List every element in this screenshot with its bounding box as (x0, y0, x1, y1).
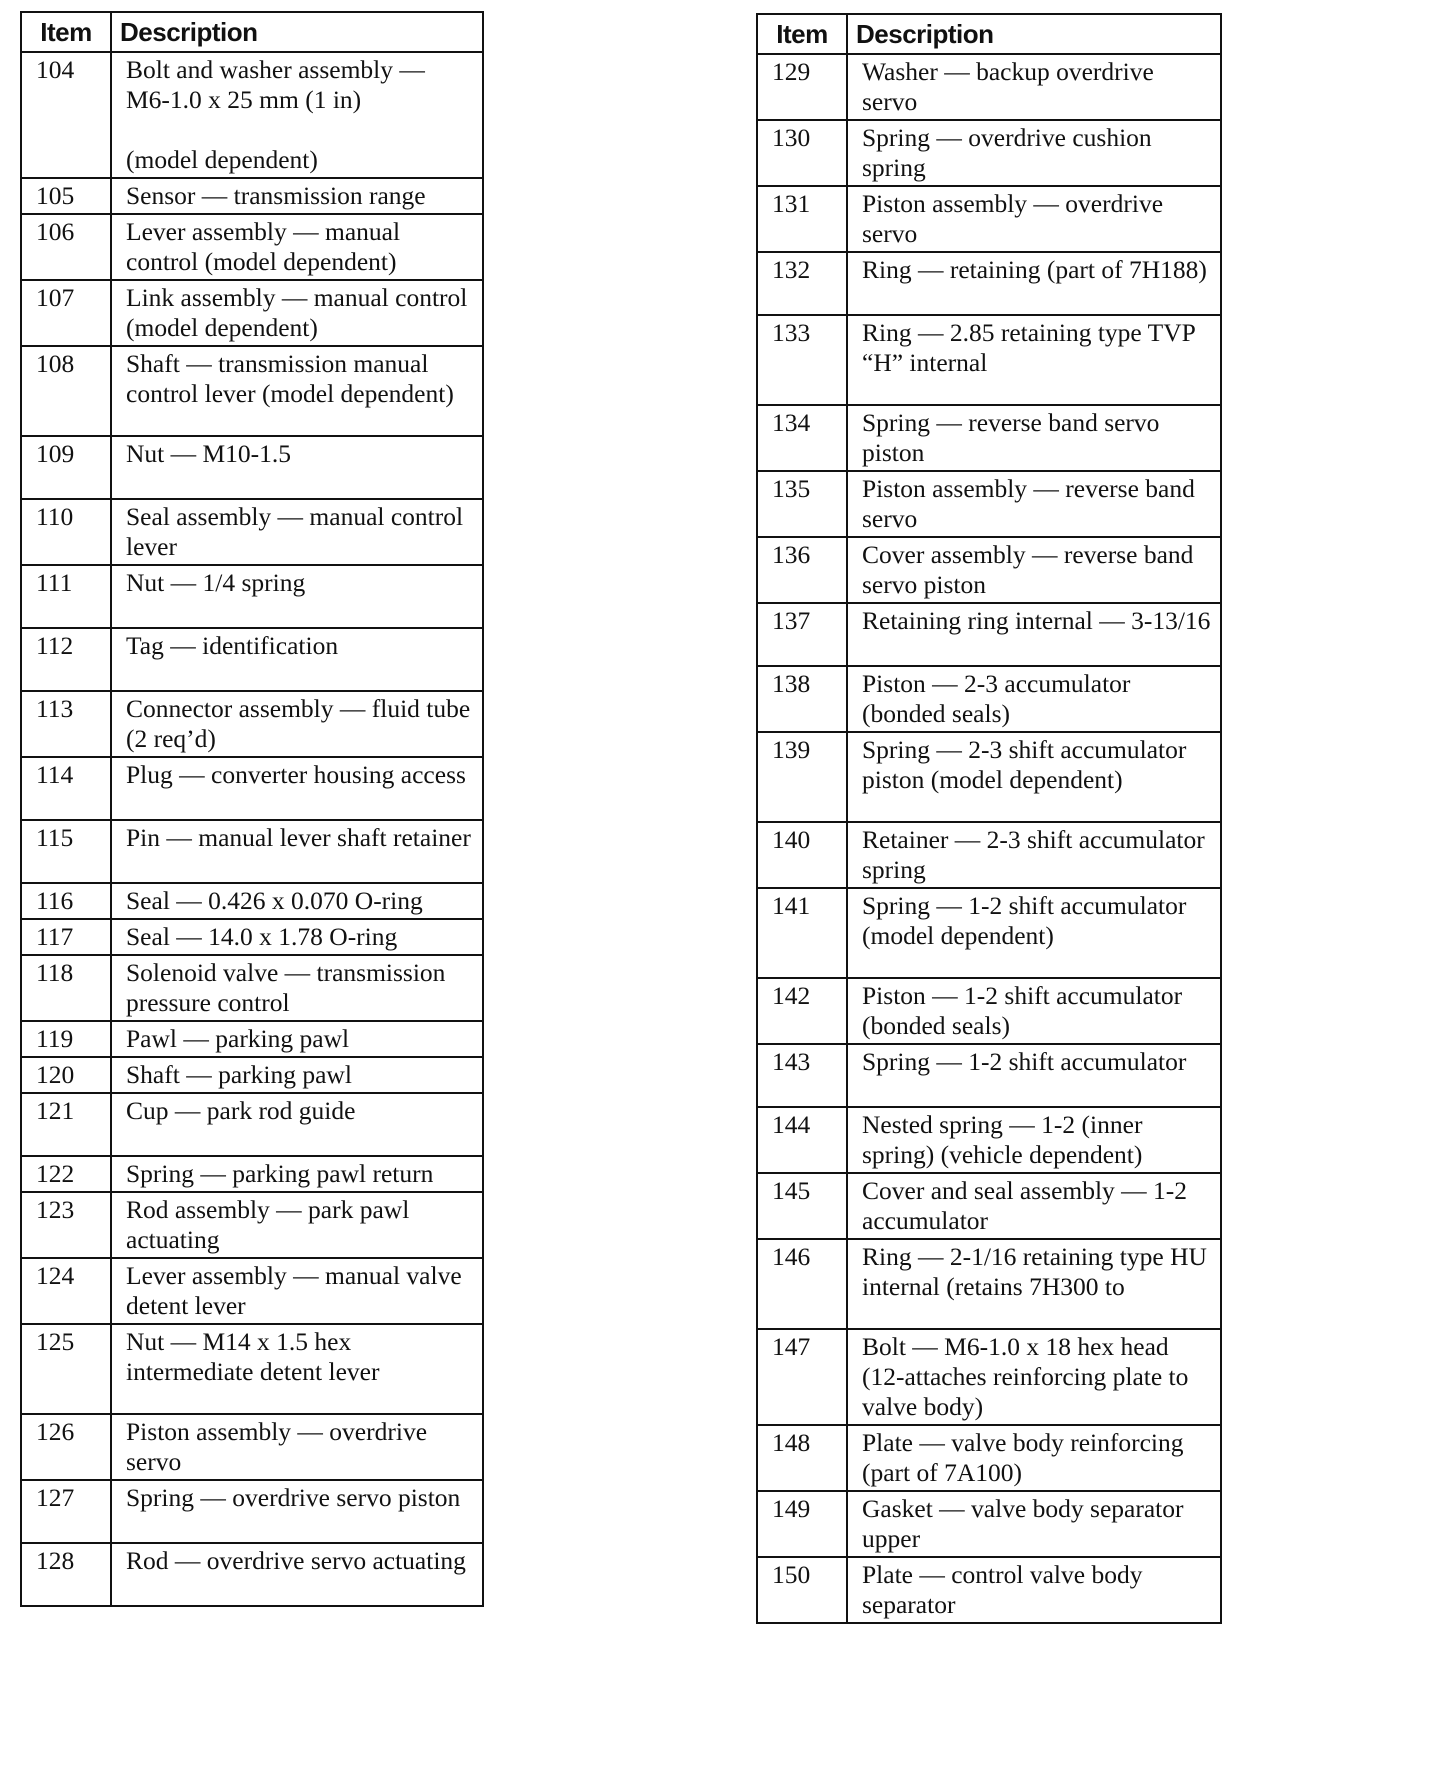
column-header-description: Description (111, 12, 483, 52)
item-description: Sensor — transmission range (111, 178, 483, 214)
table-row (757, 405, 1221, 471)
item-number: 105 (21, 178, 111, 214)
table-row (21, 565, 483, 628)
table-row (21, 346, 483, 436)
item-description: Spring — parking pawl return (111, 1156, 483, 1192)
item-number: 145 (757, 1173, 847, 1239)
item-description: Ring — retaining (part of 7H188) (847, 252, 1221, 315)
parts-table-left (20, 11, 484, 1607)
item-description: Plate — valve body reinforcing (part of 7A100) (847, 1425, 1221, 1491)
item-description: Piston — 2-3 accumulator (bonded seals) (847, 666, 1221, 732)
item-description: Spring — 2-3 shift accumulator piston (model dependent) (847, 732, 1221, 822)
item-number: 115 (21, 820, 111, 883)
item-description: Retainer — 2-3 shift accumulator spring (847, 822, 1221, 888)
item-description: Gasket — valve body separator upper (847, 1491, 1221, 1557)
item-description: Plate — control valve body separator (847, 1557, 1221, 1623)
table-row (21, 214, 483, 280)
table-row (757, 120, 1221, 186)
item-number: 113 (21, 691, 111, 757)
table-row (757, 1239, 1221, 1329)
item-number: 120 (21, 1057, 111, 1093)
item-number: 122 (21, 1156, 111, 1192)
table-row (757, 978, 1221, 1044)
item-description: Tag — identification (111, 628, 483, 691)
table-row (21, 178, 483, 214)
item-number: 112 (21, 628, 111, 691)
table-row (21, 499, 483, 565)
item-number: 144 (757, 1107, 847, 1173)
table-row (757, 732, 1221, 822)
item-number: 142 (757, 978, 847, 1044)
parts-table-right-body (757, 54, 1221, 1623)
item-description: Spring — 1-2 shift accumulator (model dependent) (847, 888, 1221, 978)
item-number: 133 (757, 315, 847, 405)
table-row (21, 1324, 483, 1414)
table-row (757, 252, 1221, 315)
item-description: Nut — M14 x 1.5 hex intermediate detent lever (111, 1324, 483, 1414)
item-description: Rod — overdrive servo actuating (111, 1543, 483, 1606)
table-row (757, 1173, 1221, 1239)
table-row (21, 1057, 483, 1093)
item-description: Seal assembly — manual control lever (111, 499, 483, 565)
item-number: 118 (21, 955, 111, 1021)
table-row (757, 471, 1221, 537)
table-row (21, 1093, 483, 1156)
table-row (21, 883, 483, 919)
item-number: 121 (21, 1093, 111, 1156)
column-header-item: Item (21, 12, 111, 52)
table-row (757, 1491, 1221, 1557)
table-row (757, 888, 1221, 978)
item-description: Pawl — parking pawl (111, 1021, 483, 1057)
item-description: Cover and seal assembly — 1-2 accumulator (847, 1173, 1221, 1239)
item-description: Piston assembly — overdrive servo (111, 1414, 483, 1480)
column-header-item: Item (757, 14, 847, 54)
item-number: 135 (757, 471, 847, 537)
table-row (21, 1156, 483, 1192)
item-description: Bolt — M6-1.0 x 18 hex head (12-attaches reinforcing plate to valve body) (847, 1329, 1221, 1425)
item-description: Cover assembly — reverse band servo piston (847, 537, 1221, 603)
table-row (21, 1192, 483, 1258)
item-description: Nut — 1/4 spring (111, 565, 483, 628)
item-description: Link assembly — manual control (model dependent) (111, 280, 483, 346)
table-header-row (757, 14, 1221, 54)
table-row (21, 280, 483, 346)
item-number: 141 (757, 888, 847, 978)
table-row (757, 186, 1221, 252)
item-number: 134 (757, 405, 847, 471)
table-row (757, 1425, 1221, 1491)
item-number: 150 (757, 1557, 847, 1623)
item-number: 147 (757, 1329, 847, 1425)
item-number: 108 (21, 346, 111, 436)
item-description: Piston assembly — overdrive servo (847, 186, 1221, 252)
item-number: 106 (21, 214, 111, 280)
item-number: 125 (21, 1324, 111, 1414)
item-number: 104 (21, 52, 111, 178)
item-description: Pin — manual lever shaft retainer (111, 820, 483, 883)
item-number: 137 (757, 603, 847, 666)
item-description: Spring — 1-2 shift accumulator (847, 1044, 1221, 1107)
item-number: 114 (21, 757, 111, 820)
parts-table-left-body (21, 52, 483, 1606)
item-number: 143 (757, 1044, 847, 1107)
item-number: 107 (21, 280, 111, 346)
table-row (21, 1480, 483, 1543)
item-description: Bolt and washer assembly — M6-1.0 x 25 mm (1 in) (model dependent) (111, 52, 483, 178)
item-description: Spring — reverse band servo piston (847, 405, 1221, 471)
item-number: 109 (21, 436, 111, 499)
item-description: Rod assembly — park pawl actuating (111, 1192, 483, 1258)
item-number: 126 (21, 1414, 111, 1480)
table-row (757, 1329, 1221, 1425)
item-number: 123 (21, 1192, 111, 1258)
table-header-row (21, 12, 483, 52)
item-number: 146 (757, 1239, 847, 1329)
item-description: Cup — park rod guide (111, 1093, 483, 1156)
item-description: Nested spring — 1-2 (inner spring) (vehicle dependent) (847, 1107, 1221, 1173)
table-row (21, 820, 483, 883)
item-description: Washer — backup overdrive servo (847, 54, 1221, 120)
item-number: 110 (21, 499, 111, 565)
item-description: Plug — converter housing access (111, 757, 483, 820)
item-number: 138 (757, 666, 847, 732)
item-description: Nut — M10-1.5 (111, 436, 483, 499)
item-description: Seal — 0.426 x 0.070 O-ring (111, 883, 483, 919)
item-description: Connector assembly — fluid tube (2 req’d) (111, 691, 483, 757)
item-number: 119 (21, 1021, 111, 1057)
item-number: 130 (757, 120, 847, 186)
table-row (21, 955, 483, 1021)
item-number: 124 (21, 1258, 111, 1324)
item-number: 131 (757, 186, 847, 252)
table-row (21, 52, 483, 178)
item-number: 136 (757, 537, 847, 603)
item-description: Ring — 2-1/16 retaining type HU internal (retains 7H300 to (847, 1239, 1221, 1329)
table-row (21, 1543, 483, 1606)
item-number: 132 (757, 252, 847, 315)
item-description: Spring — overdrive servo piston (111, 1480, 483, 1543)
item-description: Shaft — transmission manual control lever (model dependent) (111, 346, 483, 436)
item-description: Shaft — parking pawl (111, 1057, 483, 1093)
table-row (757, 1044, 1221, 1107)
item-number: 148 (757, 1425, 847, 1491)
item-number: 117 (21, 919, 111, 955)
item-number: 116 (21, 883, 111, 919)
table-row (757, 1557, 1221, 1623)
item-number: 128 (21, 1543, 111, 1606)
item-description: Lever assembly — manual valve detent lever (111, 1258, 483, 1324)
item-number: 129 (757, 54, 847, 120)
column-header-description: Description (847, 14, 1221, 54)
item-description: Piston — 1-2 shift accumulator (bonded seals) (847, 978, 1221, 1044)
table-row (21, 1414, 483, 1480)
table-row (757, 315, 1221, 405)
item-description: Lever assembly — manual control (model dependent) (111, 214, 483, 280)
item-description: Piston assembly — reverse band servo (847, 471, 1221, 537)
item-number: 139 (757, 732, 847, 822)
item-number: 140 (757, 822, 847, 888)
item-number: 127 (21, 1480, 111, 1543)
parts-table-right (756, 13, 1222, 1624)
item-number: 149 (757, 1491, 847, 1557)
item-description: Solenoid valve — transmission pressure control (111, 955, 483, 1021)
table-row (21, 691, 483, 757)
item-description: Seal — 14.0 x 1.78 O-ring (111, 919, 483, 955)
table-row (757, 822, 1221, 888)
table-row (757, 54, 1221, 120)
item-number: 111 (21, 565, 111, 628)
table-row (21, 436, 483, 499)
table-row (757, 603, 1221, 666)
table-row (21, 919, 483, 955)
table-row (757, 537, 1221, 603)
table-row (21, 628, 483, 691)
item-description: Ring — 2.85 retaining type TVP “H” internal (847, 315, 1221, 405)
item-description: Retaining ring internal — 3-13/16 (847, 603, 1221, 666)
item-description: Spring — overdrive cushion spring (847, 120, 1221, 186)
table-row (757, 666, 1221, 732)
table-row (21, 757, 483, 820)
table-row (757, 1107, 1221, 1173)
table-row (21, 1258, 483, 1324)
table-row (21, 1021, 483, 1057)
